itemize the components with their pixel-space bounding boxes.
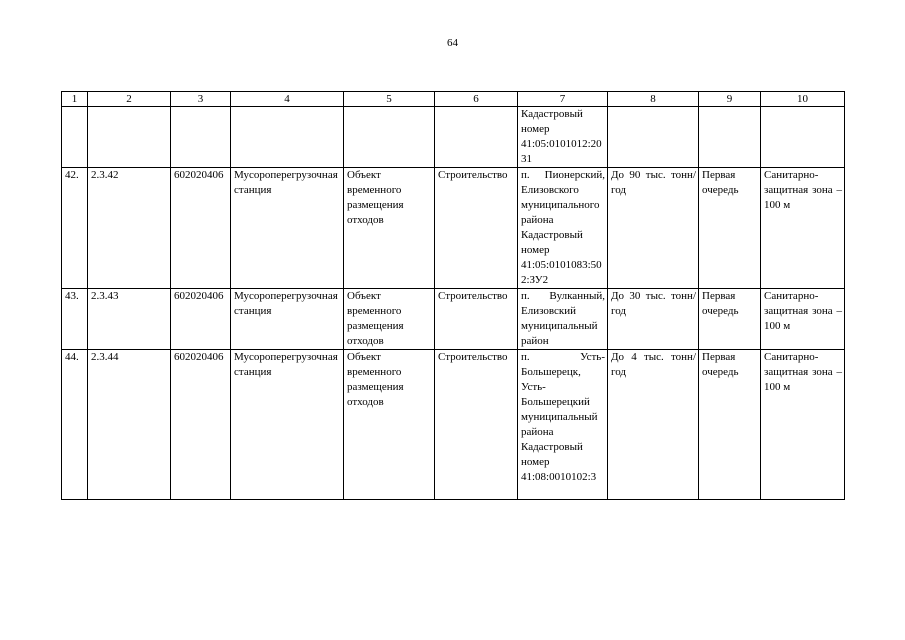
column-header: 9 xyxy=(699,92,761,107)
cell-name: Мусороперегрузочная станция xyxy=(231,289,344,350)
cell-code: 2.3.44 xyxy=(88,350,171,500)
cell-zone xyxy=(761,107,845,168)
column-header: 3 xyxy=(171,92,231,107)
cell-stage: Первая очередь xyxy=(699,168,761,289)
cell-capacity: До 30 тыс. тонн/год xyxy=(608,289,699,350)
page-number: 64 xyxy=(447,37,458,49)
column-header: 1 xyxy=(62,92,88,107)
cell-number: 42. xyxy=(62,168,88,289)
column-header: 6 xyxy=(435,92,518,107)
objects-table xyxy=(61,91,845,500)
cell-okved: 602020406 xyxy=(171,168,231,289)
column-header: 2 xyxy=(88,92,171,107)
cell-zone: Санитарно-защитная зона – 100 м xyxy=(761,168,845,289)
cell-purpose xyxy=(344,107,435,168)
column-header: 5 xyxy=(344,92,435,107)
cell-work-type: Строительство xyxy=(435,350,518,500)
table-header-row xyxy=(62,92,845,107)
cell-code: 2.3.42 xyxy=(88,168,171,289)
cell-stage: Первая очередь xyxy=(699,289,761,350)
cell-okved: 602020406 xyxy=(171,289,231,350)
cell-name: Мусороперегрузочная станция xyxy=(231,350,344,500)
cell-number: 44. xyxy=(62,350,88,500)
cell-stage xyxy=(699,107,761,168)
cell-stage: Первая очередь xyxy=(699,350,761,500)
cell-okved xyxy=(171,107,231,168)
column-header: 8 xyxy=(608,92,699,107)
cell-work-type: Строительство xyxy=(435,289,518,350)
column-header: 4 xyxy=(231,92,344,107)
table-row xyxy=(62,107,845,168)
cell-work-type xyxy=(435,107,518,168)
cell-zone: Санитарно-защитная зона – 100 м xyxy=(761,350,845,500)
cell-number xyxy=(62,107,88,168)
table-row xyxy=(62,289,845,350)
cell-work-type: Строительство xyxy=(435,168,518,289)
cell-code xyxy=(88,107,171,168)
column-header: 10 xyxy=(761,92,845,107)
cell-capacity: До 90 тыс. тонн/год xyxy=(608,168,699,289)
cell-purpose: Объект временного размещения отходов xyxy=(344,289,435,350)
table-row xyxy=(62,350,845,500)
cell-okved: 602020406 xyxy=(171,350,231,500)
cell-location: п. Пионерский, Елизовского муниципального района Кадастровый номер 41:05:0101083:502:ЗУ2 xyxy=(518,168,608,289)
cell-location: Кадастровый номер 41:05:0101012:2031 xyxy=(518,107,608,168)
cell-capacity xyxy=(608,107,699,168)
table-row xyxy=(62,168,845,289)
cell-capacity: До 4 тыс. тонн/год xyxy=(608,350,699,500)
cell-name: Мусороперегрузочная станция xyxy=(231,168,344,289)
cell-name xyxy=(231,107,344,168)
cell-purpose: Объект временного размещения отходов xyxy=(344,168,435,289)
column-header: 7 xyxy=(518,92,608,107)
cell-code: 2.3.43 xyxy=(88,289,171,350)
cell-location: п. Усть-Большерецк, Усть-Большерецкий муниципальный района Кадастровый номер 41:08:0010102:3 xyxy=(518,350,608,500)
cell-zone: Санитарно-защитная зона – 100 м xyxy=(761,289,845,350)
cell-location: п. Вулканный, Елизовский муниципальный район xyxy=(518,289,608,350)
cell-purpose: Объект временного размещения отходов xyxy=(344,350,435,500)
cell-number: 43. xyxy=(62,289,88,350)
